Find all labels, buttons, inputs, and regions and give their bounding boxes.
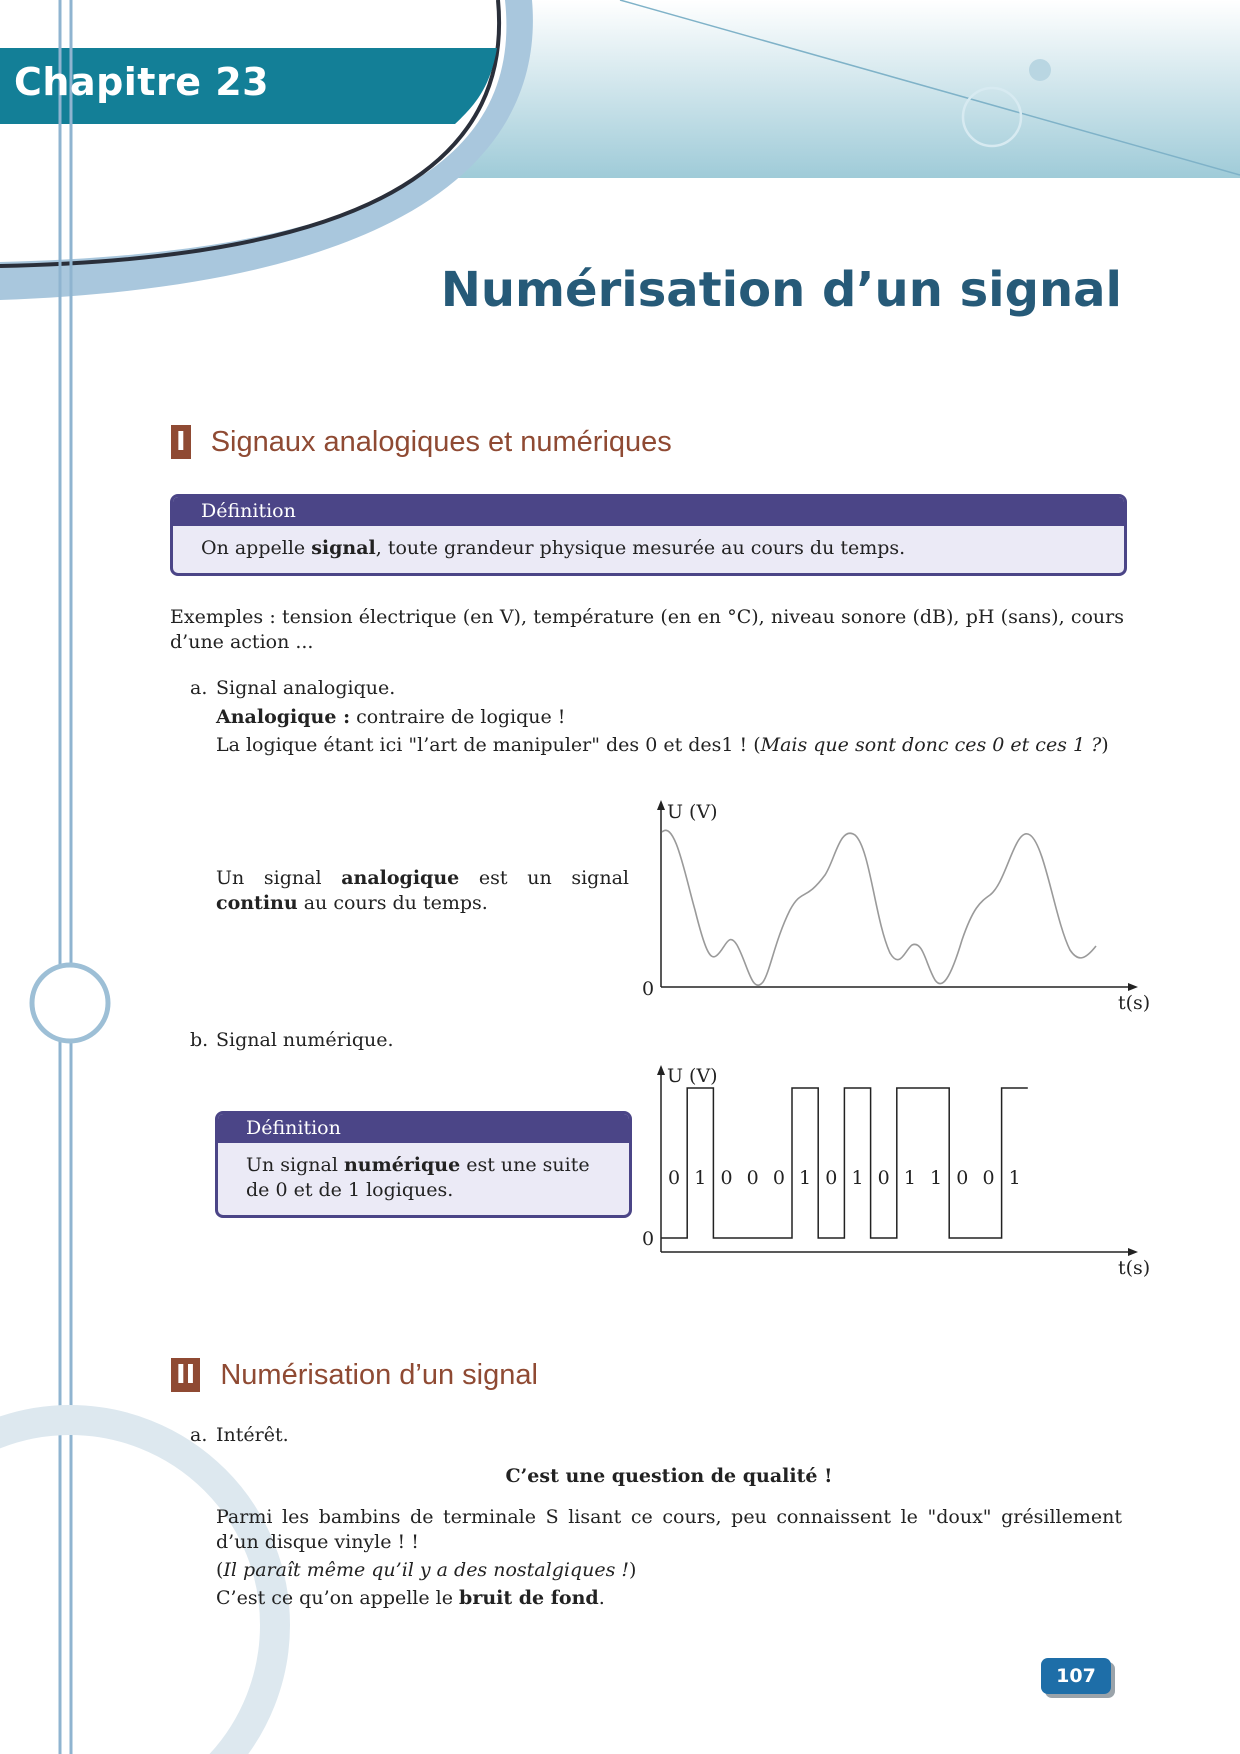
digital-y-label: U (V) bbox=[667, 1065, 718, 1087]
digital-chart bbox=[630, 1055, 1150, 1285]
header-dot bbox=[1029, 59, 1051, 81]
examples-paragraph: Exemples : tension électrique (en V), température (en en °C), niveau sonore (dB), pH (sans), cours d’une action ... bbox=[170, 606, 1124, 653]
definition-text-b: Un signal numérique est une suite de 0 et de 1 logiques. bbox=[246, 1154, 590, 1201]
bit-label: 1 bbox=[903, 1167, 916, 1189]
nostalgia-line: (Il paraît même qu’il y a des nostalgiques !) bbox=[216, 1559, 637, 1581]
page-title: Numérisation d’un signal bbox=[440, 262, 1122, 318]
page-number: 107 bbox=[1041, 1658, 1111, 1694]
definition-text: On appelle signal, toute grandeur physique mesurée au cours du temps. bbox=[201, 537, 906, 559]
definition-label-b: Définition bbox=[218, 1114, 629, 1143]
bit-label: 1 bbox=[851, 1167, 864, 1189]
bit-label: 0 bbox=[720, 1167, 733, 1189]
bit-label: 0 bbox=[982, 1167, 995, 1189]
item-a-title: Signal analogique. bbox=[216, 677, 396, 699]
analog-signal-curve bbox=[662, 830, 1096, 985]
section-heading-2 bbox=[171, 1358, 538, 1392]
section-number-2: II bbox=[171, 1358, 200, 1392]
analog-chart bbox=[630, 790, 1150, 1020]
definition-label: Définition bbox=[173, 497, 1124, 526]
background-noise-line: C’est ce qu’on appelle le bruit de fond. bbox=[216, 1587, 605, 1609]
analog-description: Un signal analogique est un signal continu au cours du temps. bbox=[216, 867, 629, 914]
analog-y-arrow bbox=[657, 800, 665, 810]
section-title: Signaux analogiques et numériques bbox=[210, 425, 672, 458]
digital-y-arrow bbox=[657, 1065, 665, 1075]
digital-x-arrow bbox=[1128, 1248, 1138, 1256]
digital-x-label: t(s) bbox=[1118, 1257, 1150, 1279]
analog-x-arrow bbox=[1128, 983, 1138, 991]
chapter-label: Chapitre 23 bbox=[14, 60, 270, 104]
section-heading-1 bbox=[171, 425, 672, 459]
margin-ring bbox=[32, 965, 108, 1041]
header-curve-panel bbox=[0, 0, 521, 262]
analog-origin-label: 0 bbox=[642, 978, 655, 1000]
quality-quote: C’est une question de qualité ! bbox=[505, 1465, 833, 1487]
bit-label: 0 bbox=[825, 1167, 838, 1189]
bit-label: 0 bbox=[956, 1167, 969, 1189]
item-marker-b: b. bbox=[190, 1029, 209, 1051]
logique-line: La logique étant ici "l’art de manipuler" des 0 et des1 ! (Mais que sont donc ces 0 et ces 1 ?) bbox=[216, 734, 1109, 756]
digital-signal-wave bbox=[661, 1088, 1028, 1238]
bit-label: 0 bbox=[772, 1167, 785, 1189]
bit-label: 1 bbox=[799, 1167, 812, 1189]
bit-label: 1 bbox=[694, 1167, 707, 1189]
digital-origin-label: 0 bbox=[642, 1228, 655, 1250]
analog-y-label: U (V) bbox=[667, 801, 718, 823]
bit-label: 1 bbox=[1008, 1167, 1021, 1189]
analog-x-label: t(s) bbox=[1118, 992, 1150, 1014]
bit-label: 0 bbox=[746, 1167, 759, 1189]
bit-label: 0 bbox=[668, 1167, 681, 1189]
item-a2-title: Intérêt. bbox=[216, 1424, 289, 1446]
bit-label: 1 bbox=[930, 1167, 943, 1189]
section-title-2: Numérisation d’un signal bbox=[220, 1358, 538, 1391]
item-marker-a-2: a. bbox=[190, 1424, 208, 1446]
vinyl-paragraph: Parmi les bambins de terminale S lisant ce cours, peu connaissent le "doux" grésillement d’un disque vinyle ! ! bbox=[216, 1506, 1122, 1553]
section-number: I bbox=[171, 425, 191, 459]
definition-box-numerique bbox=[215, 1111, 632, 1218]
analogique-definition-line: Analogique : contraire de logique ! bbox=[216, 706, 566, 728]
definition-box-signal bbox=[170, 494, 1127, 576]
item-marker-a: a. bbox=[190, 677, 208, 699]
bit-label: 0 bbox=[877, 1167, 890, 1189]
item-b-title: Signal numérique. bbox=[216, 1029, 394, 1051]
